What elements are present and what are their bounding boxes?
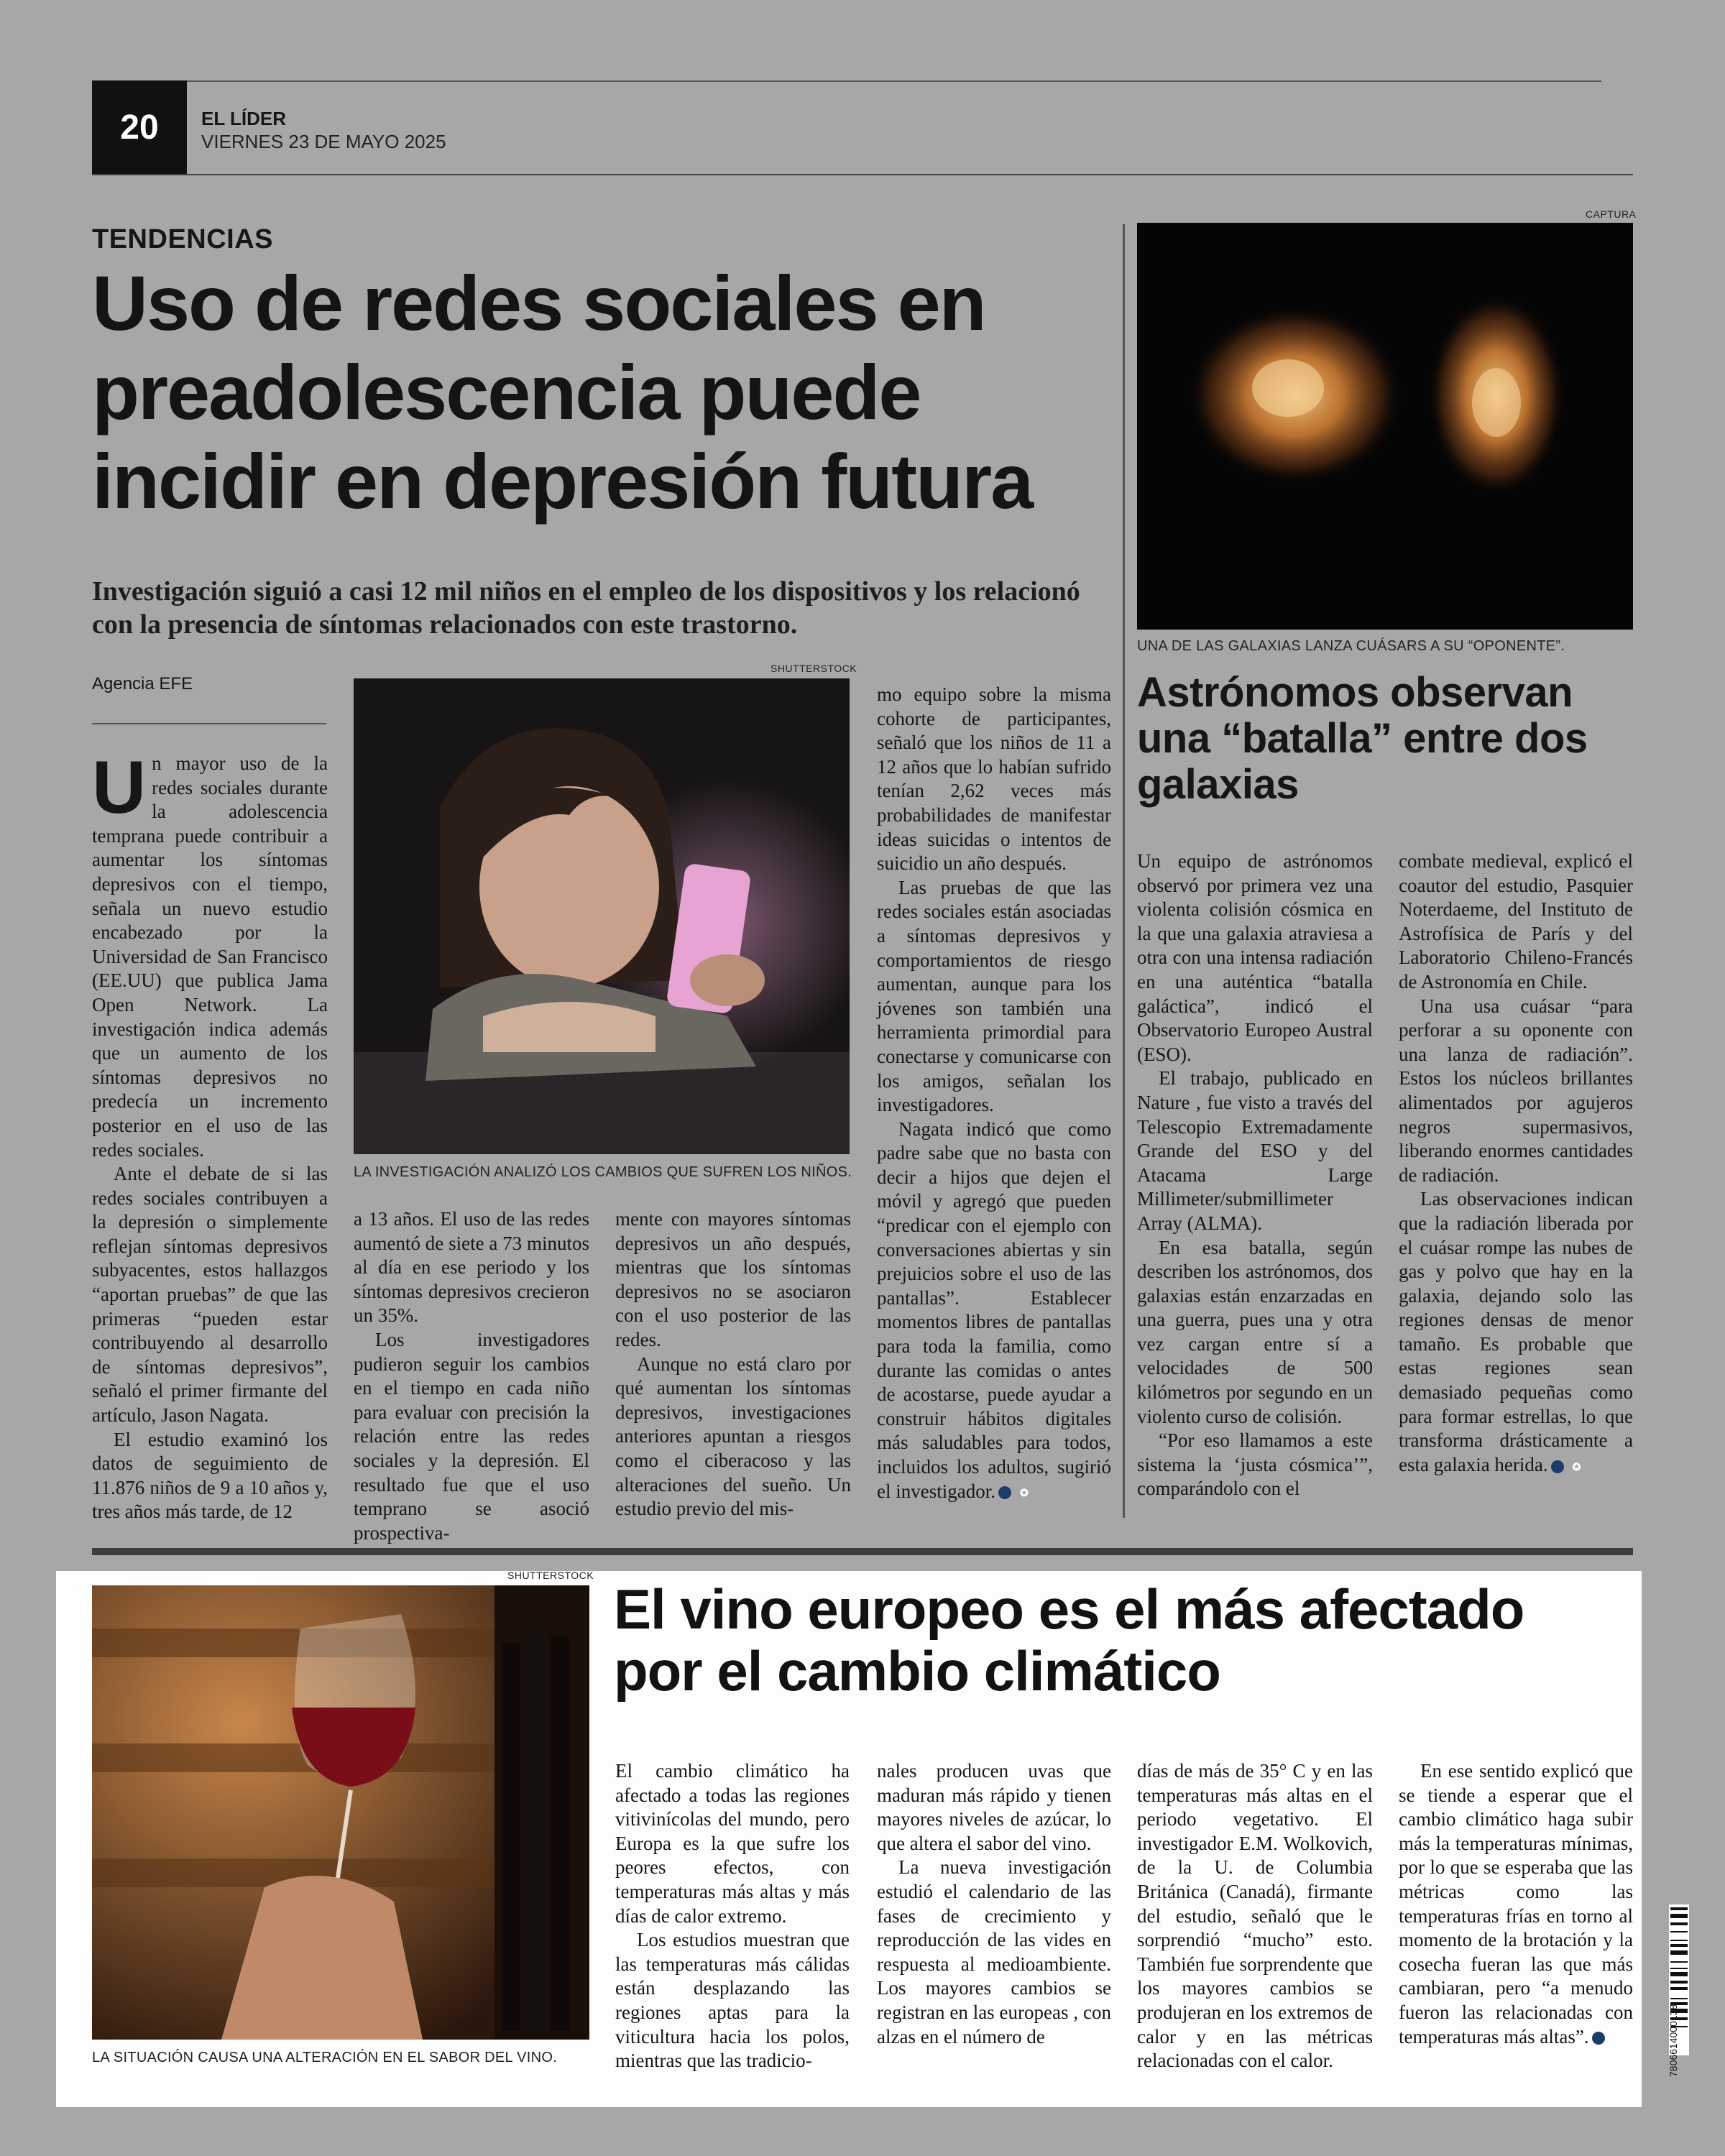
barcode-number: 7806614000138 [1668,2004,1679,2077]
wine-glass-photo [92,1585,589,2040]
page-number: 20 [92,80,187,174]
end-mark-icon: ✪ [1551,1460,1564,1473]
astro-col2-paragraph-2: Una usa cuásar “para perforar a su oponente con una lanza de radiación”. Estos los núcleos brillantes alimentados por agujeros negros supermasivos, liberando enormes cantidades de radiación. [1399,995,1633,1186]
wine-col2-paragraph-2: La nueva investigación estudió el calendario de las fases de crecimiento y reproducción de las vides en respuesta al medioambiente. Los mayores cambios se registran en las europeas , con alzas en el número de [877,1856,1111,2047]
paper-name: EL LÍDER [201,108,286,129]
astro-col2-paragraph-1: combate medieval, explicó el coautor del estudio, Pasquier Noterdaeme, del Instituto de Astrofísica de París y del Laboratorio Chileno-Francés de Astronomía en Chile. [1399,850,1633,992]
astro-column-2 [1399,849,1633,1477]
main-col1-paragraph-2: Ante el debate de si las redes sociales contribuyen a la depresión o simplemente reflejan síntomas depresivos subyacentes, estos hallazgos “aportan pruebas” de que las primeras “pueden estar contribuyendo al desarrollo de síntomas depresivos”, señaló el primer firmante del artículo, Jason Nagata. [92,1163,328,1427]
wine-column-2 [877,1759,1111,2049]
main-headline: Uso de redes sociales en preadolescencia puede incidir en depresión futura [92,259,1033,525]
main-column-1 [92,746,328,1524]
astro-headline: Astrónomos observan una “batalla” entre dos galaxias [1137,669,1588,808]
header-rule [92,174,1633,175]
byline-rule [92,723,326,724]
main-column-4 [877,683,1111,1503]
galaxy-photo-caption: UNA DE LAS GALAXIAS LANZA CUÁSARS A SU “OPONENTE”. [1137,638,1565,654]
astro-column-1 [1137,849,1373,1501]
main-col4-paragraph-1: mo equipo sobre la misma cohorte de participantes, señaló que los niños de 11 a 12 años que lo habían sufrido tenían 2,62 veces más probabilidades de manifestar ideas suicidas o intentos de suicidio un año después. [877,683,1111,875]
section-label: TENDENCIAS [92,224,274,254]
main-col1-paragraph-1: n mayor uso de la redes sociales durante la adolescencia temprana puede contribuir a aumentar los síntomas depresivos con el tiempo, señala un nuevo estudio encabezado por la Universidad de San Francisco (EE.UU) que publica Jama Open Network. La investigación indica además que un aumento de los síntomas depresivos no predecía un incremento posterior en el uso de las redes sociales. [92,752,328,1161]
astro-col1-paragraph-3: En esa batalla, según describen los astrónomos, dos galaxias están enzarzadas en una guerra, pues una y otra vez cargan entre sí a velocidades de 500 kilómetros por segundo en un violento curso de colisión. [1137,1236,1373,1427]
astro-col1-paragraph-2: El trabajo, publicado en Nature , fue visto a través del Telescopio Extremadamente Grande del ESO y del Atacama Large Millimeter/submillimeter Array (ALMA). [1137,1067,1373,1234]
section-rule [92,1548,1633,1555]
teen-phone-photo [354,678,850,1154]
teen-photo-credit: SHUTTERSTOCK [770,663,857,674]
wine-col1-paragraph-2: Los estudios muestran que las temperaturas más cálidas están desplazando las regiones aptas para la viticultura hacia los polos, mientras que las tradicio- [615,1929,850,2072]
wine-col3-paragraph-1: días de más de 35° C y en las temperaturas más altas en el periodo vegetativo. El investigador E.M. Wolkovich, de la U. de Columbia Británica (Canadá), firmante del estudio, señaló que le sorprendió “mucho” esto. También fue sorprendente que los mayores cambios se produjeran en los extremos de calor y en las métricas relacionadas con el calor. [1137,1760,1373,2072]
teen-photo-caption: LA INVESTIGACIÓN ANALIZÓ LOS CAMBIOS QUE SUFREN LOS NIÑOS. [354,1164,852,1180]
main-col2-paragraph-1: a 13 años. El uso de las redes aumentó de siete a 73 minutos al día en ese periodo y los síntomas depresivos crecieron un 35%. [354,1208,589,1327]
wine-column-1 [615,1759,850,2073]
astro-col1-paragraph-1: Un equipo de astrónomos observó por primera vez una violenta colisión cósmica en la que una galaxia atraviesa a otra con una intensa radiación en una auténtica “batalla galáctica”, indicó el Observatorio Europeo Austral (ESO). [1137,850,1373,1065]
wine-column-4 [1399,1759,1633,2049]
teen-photo-illustration [354,678,850,1154]
drop-cap: U [92,746,147,829]
column-divider [1123,224,1125,1518]
wine-headline: El vino europeo es el más afectado por el cambio climático [614,1577,1524,1703]
main-column-3 [615,1207,851,1521]
wine-col1-paragraph-1: El cambio climático ha afectado a todas las regiones vitivinícolas del mundo, pero Europa es la que sufre los peores efectos, con temperaturas más altas y más días de calor extremo. [615,1760,850,1927]
wine-illustration [92,1585,589,2040]
main-col3-paragraph-1: mente con mayores síntomas depresivos un año después, mientras que los síntomas depresivos no se asociaron con el uso posterior de las redes. [615,1208,851,1350]
galaxy-photo-credit: CAPTURA [1586,208,1637,220]
wine-col2-paragraph-1: nales producen uvas que maduran más rápido y tienen mayores niveles de azúcar, lo que altera el sabor del vino. [877,1760,1111,1854]
end-mark-icon: ✪ [1592,2032,1605,2045]
byline: Agencia EFE [92,674,193,694]
astro-col2-paragraph-3: Las observaciones indican que la radiación liberada por el cuásar rompe las nubes de gas y polvo que hay en la galaxia, dejando solo las regiones densas de menor tamaño. Es probable que estas regiones sean demasiado pequeñas como para formar estrellas, lo que transforma drásticamente a esta galaxia herida. [1399,1188,1633,1475]
wine-photo-credit: SHUTTERSTOCK [507,1570,594,1581]
top-rule [92,80,1601,82]
wine-column-3 [1137,1759,1373,2073]
wine-photo-caption: LA SITUACIÓN CAUSA UNA ALTERACIÓN EN EL SABOR DEL VINO. [92,2050,558,2065]
end-mark-icon: ✪ [998,1486,1011,1499]
main-col1-paragraph-3: El estudio examinó los datos de seguimiento de 11.876 niños de 9 a 10 años y, tres años más tarde, de 12 [92,1428,328,1523]
wine-col4-paragraph-1: En ese sentido explicó que se tiende a esperar que el cambio climático haga subir más la temperaturas mínimas, por lo que se esperaba que las métricas como las temperaturas frías en torno al momento de la brotación y la cosecha fueran las que más cambiaran, pero “a menudo fueron las relacionadas con temperaturas más altas”. [1399,1760,1633,2047]
main-col4-paragraph-2: Las pruebas de que las redes sociales están asociadas a síntomas depresivos y comportamientos de riesgo aumentan, aunque para los jóvenes son también una herramienta primordial para conectarse y comunicarse con los amigos, señalan los investigadores. [877,876,1111,1116]
main-column-2 [354,1207,589,1545]
main-col3-paragraph-2: Aunque no está claro por qué aumentan los síntomas depresivos, investigaciones anteriores apuntan a riesgos como el ciberacoso y las alteraciones del sueño. Un estudio previo del mis- [615,1353,851,1520]
main-deck: Investigación siguió a casi 12 mil niños en el empleo de los dispositivos y los relacionó con la presencia de síntomas relacionados con este trastorno. [92,576,1080,640]
main-col2-paragraph-2: Los investigadores pudieron seguir los cambios en el tiempo en cada niño para evaluar con precisión la relación entre las redes sociales y la depresión. El resultado fue que el uso temprano se asoció prospectiva- [354,1328,589,1544]
galaxy-photo [1137,223,1633,630]
issue-date: VIERNES 23 DE MAYO 2025 [201,131,446,152]
main-col4-paragraph-3: Nagata indicó que como padre sabe que no basta con decir a hijos que dejen el móvil y agregó que pueden “predicar con el ejemplo con conversaciones abiertas y sin prejuicios sobre el uso de las pantallas”. Establecer momentos libres de pantallas para toda la familia, como durante las comidas o antes de acostarse, puede ayudar a construir hábitos digitales más saludables para todos, incluidos los adultos, sugirió el investigador. [877,1118,1111,1502]
astro-col1-paragraph-4: “Por eso llamamos a este sistema la ‘justa cósmica’”, comparándolo con el [1137,1429,1373,1500]
galaxy-illustration [1137,223,1633,630]
